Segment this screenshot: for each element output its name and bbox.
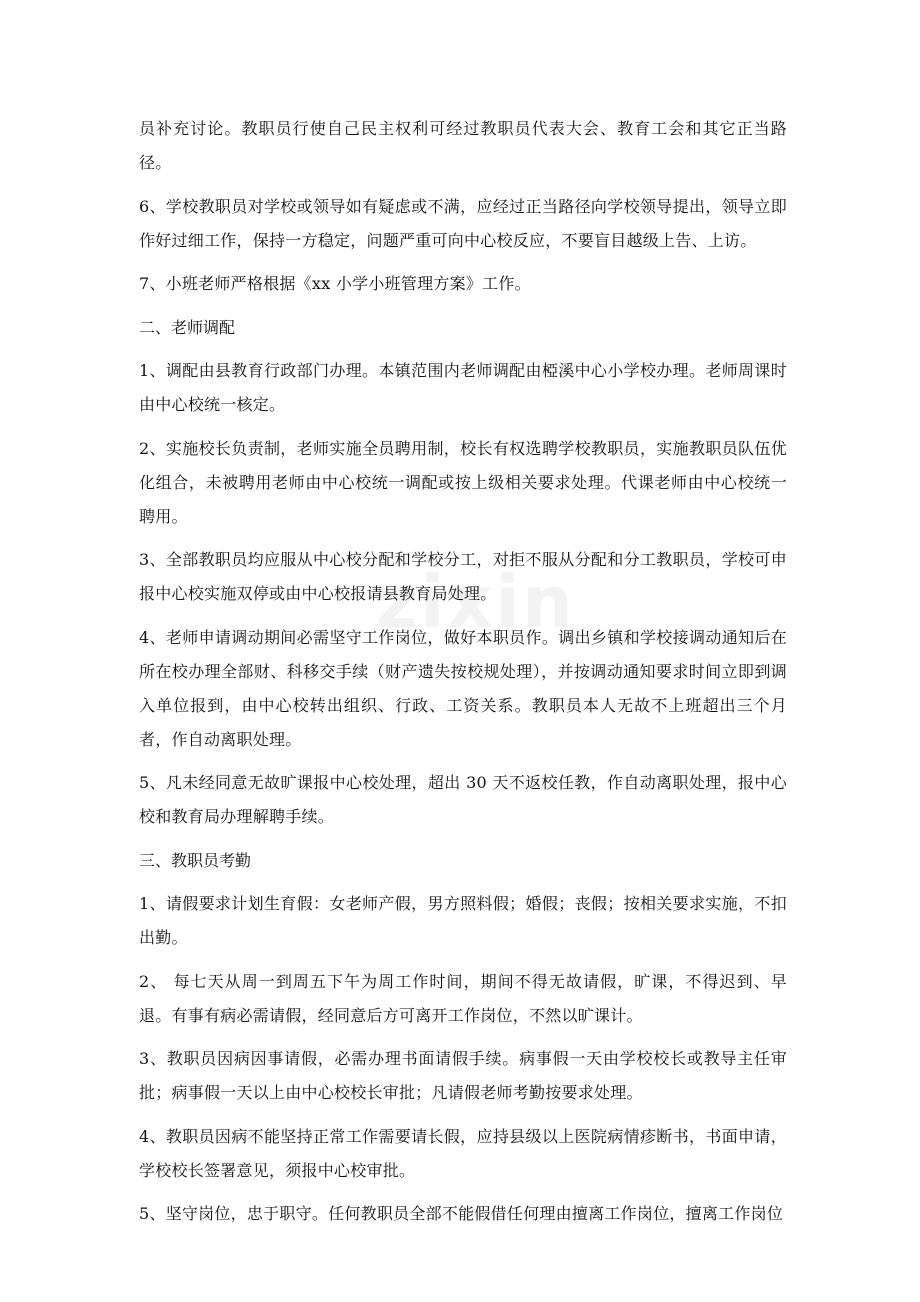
paragraph: 1、调配由县教育行政部门办理。本镇范围内老师调配由椏溪中心小学校办理。老师周课时由中心校统一核定。	[139, 361, 787, 414]
section-heading: 三、教职员考勤	[139, 850, 252, 870]
section-heading: 二、老师调配	[139, 317, 236, 337]
paragraph: 2、 每七天从周一到周五下午为周工作时间，期间不得无故请假，旷课，不得迟到、早退。有事有病必需请假，经同意后方可离开工作岗位，不然以旷课计。	[139, 971, 787, 1025]
paragraph: 2、实施校长负责制，老师实施全员聘用制，校长有权选聘学校教职员，实施教职员队伍优化组合，未被聘用老师由中心校统一调配或按上级相关要求处理。代课老师由中心校统一聘用。	[139, 438, 787, 526]
paragraph: 4、教职员因病不能坚持正常工作需要请长假，应持县级以上医院病情疹断书，书面申请，学校校长签署意见，须报中心校审批。	[139, 1126, 787, 1180]
paragraph: 3、教职员因病因事请假，必需办理书面请假手续。病事假一天由学校校长或教导主任审批；病事假一天以上由中心校校长审批；凡请假老师考勤按要求处理。	[139, 1049, 787, 1102]
document-body	[139, 112, 787, 1241]
paragraph: 7、小班老师严格根据《xx 小学小班管理方案》工作。	[139, 274, 531, 293]
paragraph: 4、老师申请调动期间必需坚守工作岗位，做好本职员作。调出乡镇和学校接调动通知后在所在校办理全部财、科移交手续（财产遗失按校规处理），并按调动通知要求时间立即到调入单位报到，由中心校转出组织、行政、工资关系。教职员本人无故不上班超出三个月者，作自动离职处理。	[139, 627, 787, 749]
paragraph: 员补充讨论。教职员行使自己民主权利可经过教职员代表大会、教育工会和其它正当路径。	[139, 119, 787, 172]
paragraph: 6、学校教职员对学校或领导如有疑虑或不满，应经过正当路径向学校领导提出，领导立即作好过细工作，保持一方稳定，问题严重可向中心校反应，不要盲目越级上告、上访。	[139, 196, 787, 250]
paragraph: 3、全部教职员均应服从中心校分配和学校分工，对拒不服从分配和分工教职员，学校可申报中心校实施双停或由中心校报请县教育局处理。	[139, 550, 787, 603]
paragraph: 5、坚守岗位，忠于职守。任何教职员全部不能假借任何理由擅离工作岗位，擅离工作岗位	[139, 1204, 784, 1223]
paragraph: 1、请假要求计划生育假：女老师产假，男方照料假；婚假；丧假；按相关要求实施，不扣出勤。	[139, 894, 787, 947]
paragraph: 5、凡未经同意无故旷课报中心校处理，超出 30 天不返校任教，作自动离职处理，报中心校和教育局办理解聘手续。	[139, 773, 787, 826]
